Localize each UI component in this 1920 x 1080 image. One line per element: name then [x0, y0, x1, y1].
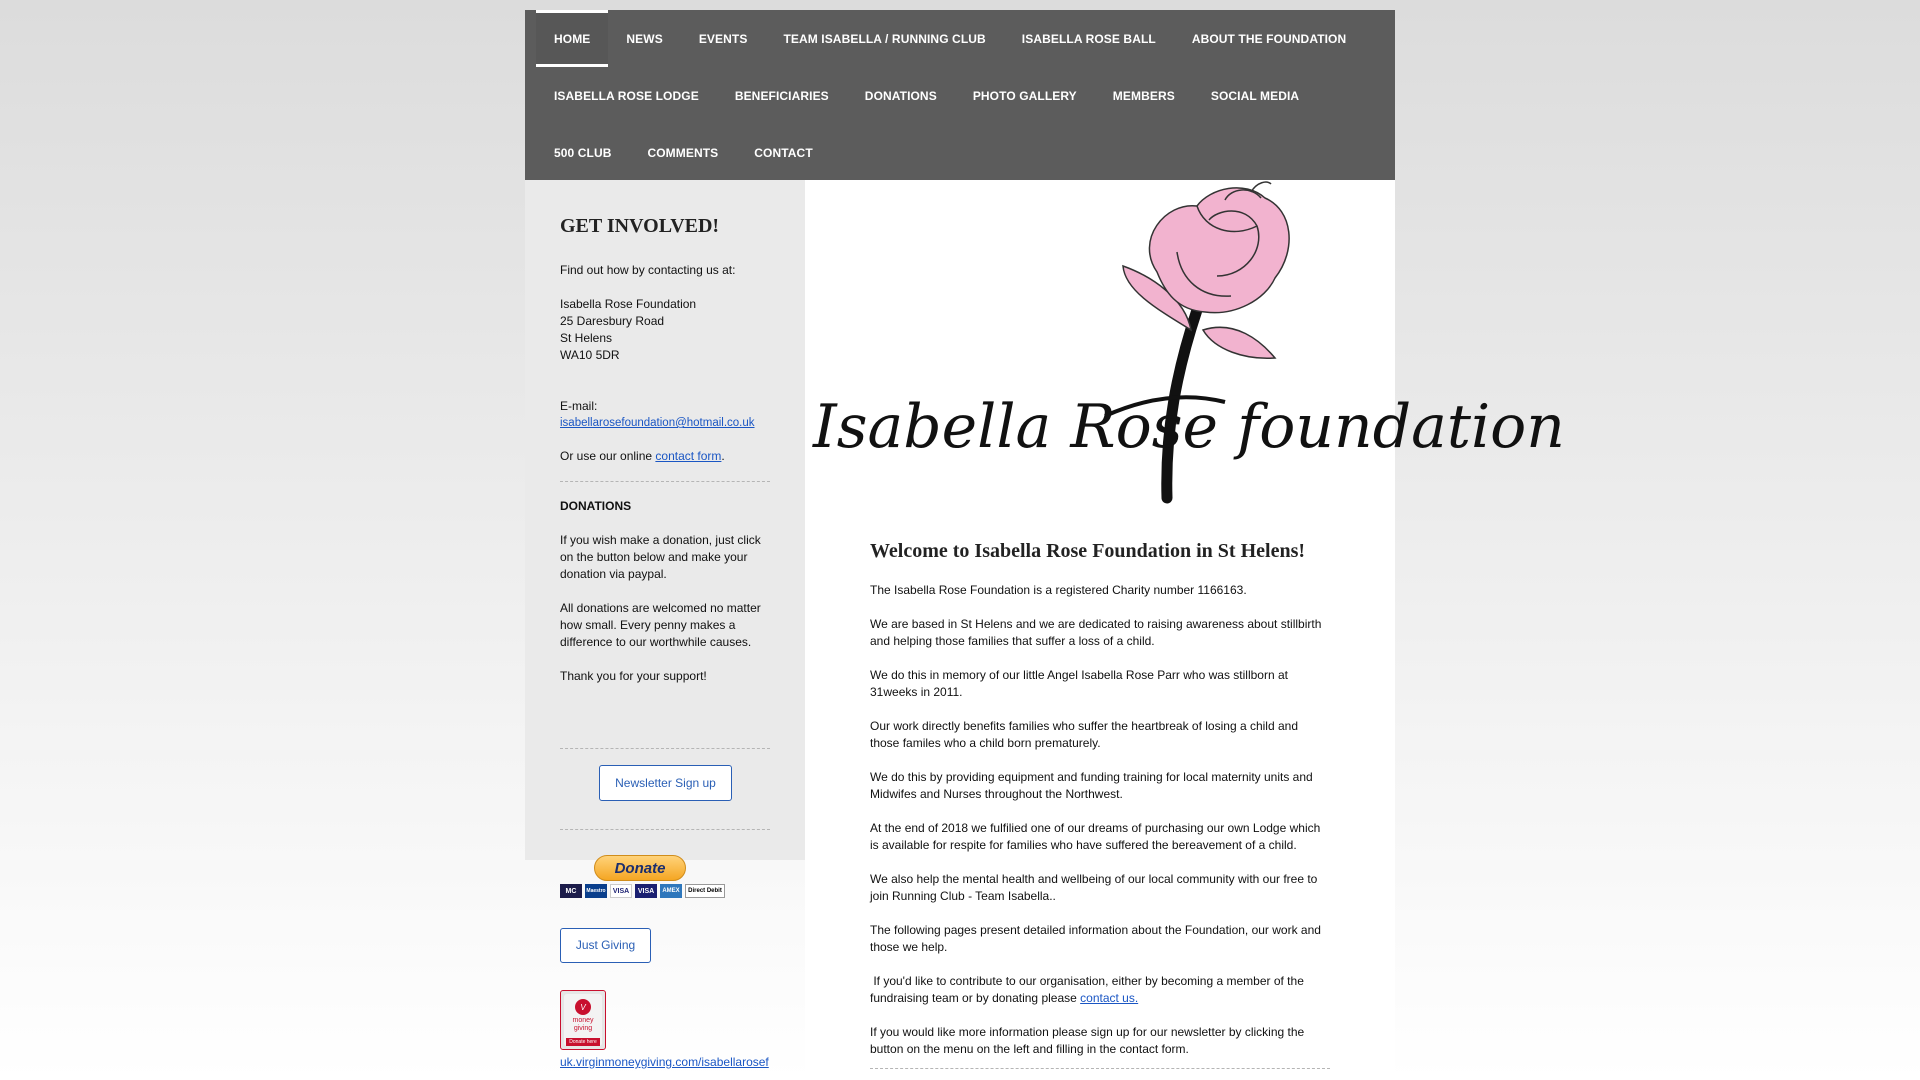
paragraph-work-line-1: Our work directly benefits families who suffer the heartbreak of losing a child and	[870, 719, 1298, 733]
paragraph-newsletter-line-1: If you would like more information please sign up for our newsletter by clicking the	[870, 1025, 1305, 1039]
nav-item-donations[interactable]: DONATIONS	[864, 88, 937, 103]
nav-item-lodge[interactable]: ISABELLA ROSE LODGE	[554, 88, 699, 103]
donations-text-1b: on the button below and make your	[560, 550, 748, 564]
sidebar-divider	[560, 748, 770, 749]
hero-logo	[805, 180, 1565, 510]
vmg-donate-here: Donate here	[566, 1038, 600, 1046]
nav-item-news[interactable]: NEWS	[626, 31, 663, 46]
main-nav	[525, 10, 1395, 180]
paragraph-equipment-line-1: We do this by providing equipment and funding training for local maternity units and	[870, 770, 1313, 784]
paragraph-charity: The Isabella Rose Foundation is a registered Charity number 1166163.	[870, 583, 1247, 597]
donations-text-2a: All donations are welcomed no matter	[560, 601, 761, 615]
get-involved-heading: GET INVOLVED!	[560, 215, 720, 237]
paragraph-equipment-line-2: Midwifes and Nurses throughout the Northwest.	[870, 787, 1123, 801]
paragraph-lodge-line-1: At the end of 2018 we fulfilied one of our dreams of purchasing our own Lodge which	[870, 821, 1321, 835]
donations-heading: DONATIONS	[560, 499, 632, 513]
nav-row-2	[536, 67, 1317, 124]
address-line-4: WA10 5DR	[560, 348, 620, 362]
main-content	[805, 510, 1395, 1080]
nav-row-1	[536, 10, 1364, 67]
welcome-heading: Welcome to Isabella Rose Foundation in St Helens!	[870, 540, 1306, 562]
maestro-icon: Maestro	[585, 884, 607, 898]
donations-text-1a: If you wish make a donation, just click	[560, 533, 761, 547]
donations-text-2c: difference to our worthwhile causes.	[560, 635, 752, 649]
virgin-money-giving-badge[interactable]	[560, 990, 606, 1050]
paragraph-running-line-1: We also help the mental health and wellbeing of our local community with our free to	[870, 872, 1318, 886]
amex-icon: AMEX	[660, 884, 682, 898]
nav-item-about[interactable]: ABOUT THE FOUNDATION	[1191, 31, 1347, 46]
newsletter-signup-button[interactable]: Newsletter Sign up	[599, 765, 732, 801]
address-line-1: Isabella Rose Foundation	[560, 297, 697, 311]
nav-item-comments[interactable]: COMMENTS	[647, 145, 719, 160]
svg-text:V: V	[580, 1003, 586, 1012]
address-line-3: St Helens	[560, 331, 613, 345]
online-suffix: .	[721, 449, 725, 463]
nav-item-ball[interactable]: ISABELLA ROSE BALL	[1021, 31, 1156, 46]
payment-cards	[560, 884, 725, 900]
paypal-donate-button[interactable]: Donate	[594, 855, 686, 881]
nav-item-photo-gallery[interactable]: PHOTO GALLERY	[972, 88, 1077, 103]
vmg-badge-text: money	[572, 1017, 594, 1024]
email-label: E-mail:	[560, 399, 598, 413]
paragraph-lodge-line-2: is available for respite for families who have suffered the bereavement of a child.	[870, 838, 1297, 852]
thanks-text: Thank you for your support!	[560, 669, 707, 683]
logo-text: Isabella Rose foundation	[813, 392, 1565, 462]
nav-item-home[interactable]: HOME	[536, 10, 608, 67]
address-line-2: 25 Daresbury Road	[560, 314, 665, 328]
mastercard-icon: MC	[560, 884, 582, 898]
virgin-money-giving-link[interactable]: uk.virginmoneygiving.com/isabellarosef	[560, 1055, 769, 1069]
nav-item-contact[interactable]: CONTACT	[754, 145, 813, 160]
online-contact-text	[560, 448, 725, 465]
visa-icon: VISA	[610, 884, 632, 898]
visa-electron-icon: VISA	[635, 884, 657, 898]
paragraph-running-line-2: join Running Club - Team Isabella..	[870, 889, 1056, 903]
paragraph-newsletter-line-2: button on the menu on the left and filling in the contact form.	[870, 1042, 1189, 1056]
sidebar-divider	[560, 829, 770, 830]
contact-us-link[interactable]: contact us.	[1080, 991, 1139, 1005]
direct-debit-icon: Direct Debit	[685, 884, 725, 898]
nav-row-3	[536, 124, 831, 181]
paragraph-contribute-line-1: If you'd like to contribute to our organisation, either by becoming a member of the	[870, 974, 1304, 988]
paragraph-based-line-1: We are based in St Helens and we are dedicated to raising awareness about stillbirth	[870, 617, 1322, 631]
paragraph-memory-line-1: We do this in memory of our little Angel Isabella Rose Parr who was stillborn at	[870, 668, 1288, 682]
page	[525, 10, 1565, 1080]
paragraph-work-line-2: those familes who a child born prematurely.	[870, 736, 1101, 750]
donations-text-1c: donation via paypal.	[560, 567, 667, 581]
paragraph-based-line-2: and helping those families that suffer a loss of a child.	[870, 634, 1155, 648]
nav-item-members[interactable]: MEMBERS	[1112, 88, 1175, 103]
nav-item-events[interactable]: EVENTS	[698, 31, 748, 46]
nav-item-team-isabella[interactable]: TEAM ISABELLA / RUNNING CLUB	[783, 31, 986, 46]
vmg-badge-text: giving	[573, 1025, 593, 1032]
online-prefix: Or use our online	[560, 449, 656, 463]
just-giving-button[interactable]: Just Giving	[560, 928, 651, 963]
sidebar	[525, 180, 805, 1069]
contribute-prefix: fundraising team or by donating please	[870, 991, 1081, 1005]
content-divider	[870, 1068, 1330, 1069]
email-link[interactable]: isabellarosefoundation@hotmail.co.uk	[560, 417, 755, 429]
paragraph-memory-line-2: 31weeks in 2011.	[870, 685, 963, 699]
nav-item-social-media[interactable]: SOCIAL MEDIA	[1210, 88, 1300, 103]
contact-form-link[interactable]: contact form	[655, 449, 722, 463]
nav-item-500-club[interactable]: 500 CLUB	[554, 145, 612, 160]
donations-text-2b: how small. Every penny makes a	[560, 618, 736, 632]
paragraph-contribute-line-2	[870, 990, 1330, 1007]
paragraph-pages-line-1: The following pages present detailed information about the Foundation, our work and	[870, 923, 1321, 937]
nav-item-beneficiaries[interactable]: BENEFICIARIES	[734, 88, 829, 103]
contact-intro: Find out how by contacting us at:	[560, 263, 736, 277]
paragraph-pages-line-2: those we help.	[870, 940, 948, 954]
sidebar-divider	[560, 481, 770, 482]
